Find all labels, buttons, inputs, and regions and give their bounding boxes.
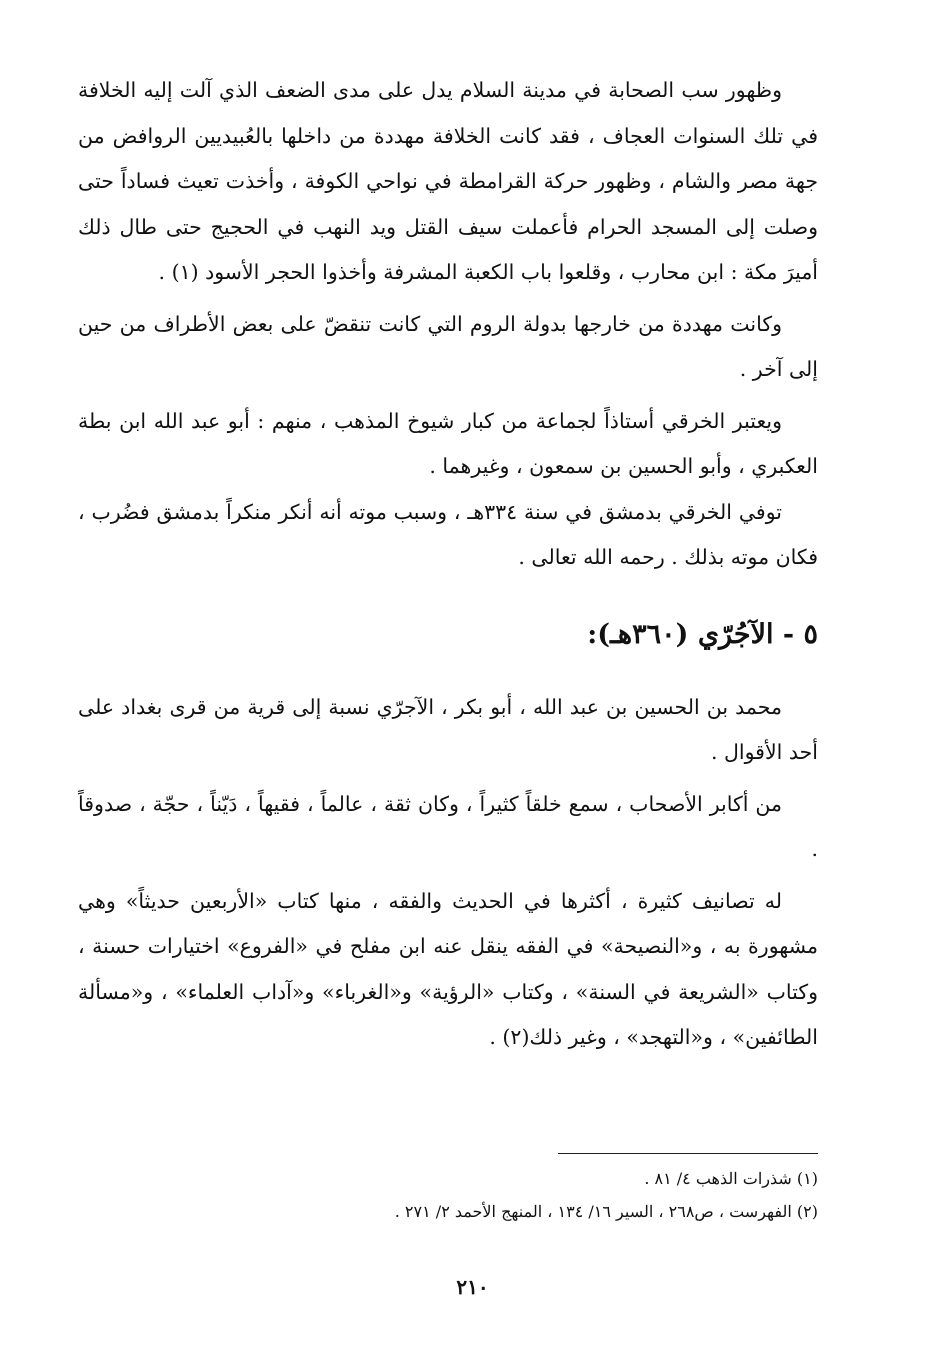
- paragraph-caliphate-weakness: وظهور سب الصحابة في مدينة السلام يدل على مدى الضعف الذي آلت إليه الخلافة في تلك السنوات العجاف ، فقد كانت الخلافة مهددة من داخلها بالعُبيديين الروافض من جهة مصر والشام ، وظهور حركة القرامطة في نواحي الكوفة ، وأخذت تعيث فساداً حتى وصلت إلى المسجد الحرام فأعملت سيف القتل ويد النهب في الحجيج حتى طال ذلك أميرَ مكة : ابن محارب ، وقلعوا باب الكعبة المشرفة وأخذوا الحجر الأسود (١) .: [78, 78, 818, 284]
- footnote-1: (١) شذرات الذهب ٤/ ٨١ .: [644, 1169, 818, 1188]
- paragraph-kharaqi-students: ويعتبر الخرقي أستاذاً لجماعة من كبار شيوخ المذهب ، منهم : أبو عبد الله ابن بطة العكبري ، وأبو الحسين بن سمعون ، وغيرهما .: [78, 408, 818, 478]
- paragraph-ajurri-works: له تصانيف كثيرة ، أكثرها في الحديث والفقه ، منها كتاب «الأربعين حديثاً» وهي مشهورة به ، و«النصيحة» في الفقه ينقل عنه ابن مفلح في «الفروع» اختيارات حسنة ، وكتاب «الشريعة في السنة» ، وكتاب «الرؤية» و«الغرباء» و«آداب العلماء» ، و«مسألة الطائفين» ، و«التهجد» ، وغير ذلك(٢) .: [78, 888, 818, 1049]
- section-heading-ajurri: ٥ - الآجُرّي (٣٦٠هـ):: [587, 618, 818, 650]
- paragraph-byzantine-threat: وكانت مهددة من خارجها بدولة الروم التي كانت تنقضّ على بعض الأطراف من حين إلى آخر .: [78, 311, 818, 381]
- page-body: [78, 68, 818, 1061]
- paragraph-ajurri-name: محمد بن الحسين بن عبد الله ، أبو بكر ، الآجرّي نسبة إلى قرية من قرى بغداد على أحد الأقوال .: [78, 694, 818, 764]
- paragraph-kharaqi-death: توفي الخرقي بدمشق في سنة ٣٣٤هـ ، وسبب موته أنه أنكر منكراً بدمشق فضُرب ، فكان موته بذلك . رحمه الله تعالى .: [78, 499, 818, 569]
- paragraph-ajurri-praise: من أكابر الأصحاب ، سمع خلقاً كثيراً ، وكان ثقة ، عالماً ، فقيهاً ، دَيّناً ، حجّة ، صدوقاً .: [78, 791, 818, 861]
- footnote-divider: [558, 1153, 818, 1154]
- footnotes: [258, 1162, 818, 1228]
- page-number: ٢١٠: [456, 1275, 489, 1299]
- footnote-2: (٢) الفهرست ، ص٢٦٨ ، السير ١٦/ ١٣٤ ، المنهج الأحمد ٢/ ٢٧١ .: [394, 1202, 818, 1221]
